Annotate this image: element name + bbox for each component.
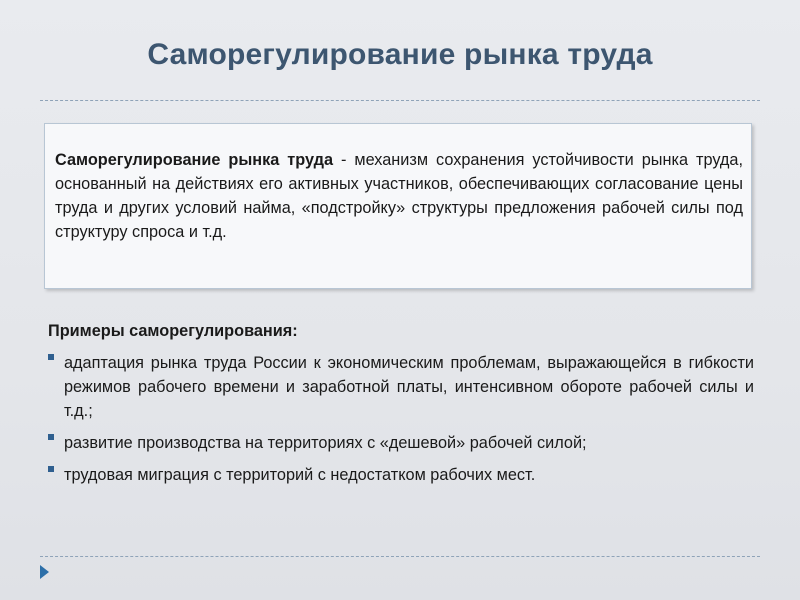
bottom-divider	[40, 556, 760, 557]
top-divider	[40, 100, 760, 101]
definition-body: механизм сохранения устойчивости рынка труда, основанный на действиях его активных участников, обеспечивающих согласование цены труда и других условий найма, «подстройку» структуры предложения рабочей силы под структуру спроса и т.д.	[55, 151, 743, 241]
list-item	[48, 351, 754, 423]
list-item-text: трудовая миграция с территорий с недостатком рабочих мест.	[64, 466, 536, 484]
list-item	[48, 431, 754, 455]
list-item	[48, 463, 754, 487]
play-arrow-icon[interactable]	[40, 565, 49, 579]
slide-title: Саморегулирование рынка труда	[147, 38, 653, 71]
definition-separator: -	[333, 151, 355, 169]
list-item-text: адаптация рынка труда России к экономическим проблемам, выражающейся в гибкости режимов рабочего времени и заработной платы, интенсивном обороте рабочей силы и т.д.;	[64, 354, 754, 420]
square-bullet-icon	[48, 354, 54, 360]
definition-term: Саморегулирование рынка труда	[55, 151, 333, 169]
examples-section	[48, 322, 754, 495]
square-bullet-icon	[48, 434, 54, 440]
list-item-text: развитие производства на территориях с «дешевой» рабочей силой;	[64, 434, 587, 452]
definition-box	[44, 123, 752, 289]
definition-text	[55, 148, 743, 244]
square-bullet-icon	[48, 466, 54, 472]
examples-heading: Примеры саморегулирования:	[48, 322, 298, 340]
